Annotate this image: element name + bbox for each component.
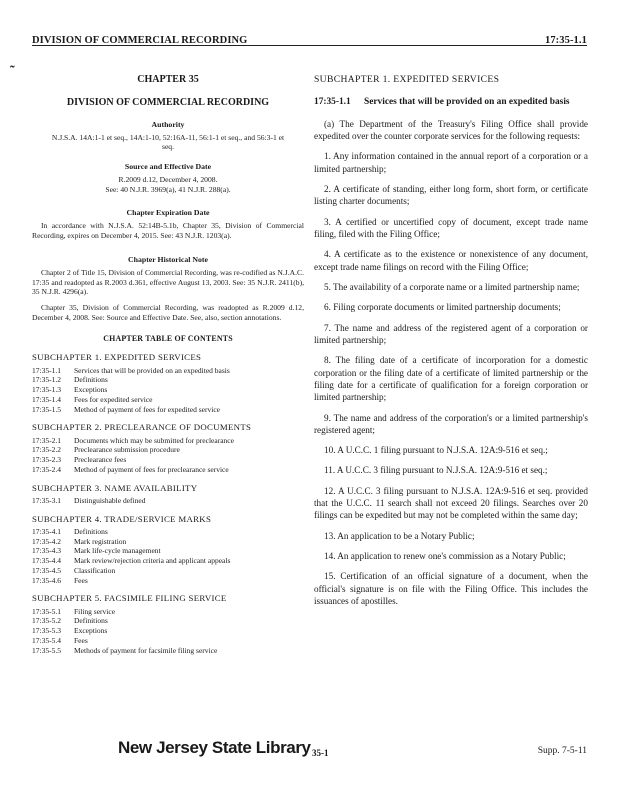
- toc-section-title: Classification: [74, 565, 116, 575]
- request-item: 9. The name and address of the corporation's or a limited partnership's registered agent;: [314, 412, 588, 435]
- toc-section-title: Exceptions: [74, 385, 108, 395]
- toc-row: [32, 445, 304, 455]
- toc-section-title: Fees: [74, 635, 88, 645]
- toc-subchapter-title: SUBCHAPTER 5. FACSIMILE FILING SERVICE: [32, 593, 227, 604]
- toc-section-title: Mark registration: [74, 536, 127, 546]
- history-paragraph-1: Chapter 2 of Title 15, Division of Commercial Recording, was re-codified as N.J.A.C. 17:35 and readopted as R.2003 d.361, effective August 13, 2003. See: 35 N.J.R. 2411(b), 35 N.J.R. 4296(a).: [32, 267, 304, 297]
- toc-row: [32, 636, 304, 646]
- toc-section-title: Fees for expedited service: [74, 394, 153, 404]
- supplement-date: Supp. 7-5-11: [537, 746, 587, 756]
- toc-section-number: 17:35-2.1: [32, 435, 61, 445]
- toc-section-number: 17:35-5.5: [32, 645, 61, 655]
- toc-section-number: 17:35-5.4: [32, 635, 61, 645]
- toc-section-title: Fees: [74, 575, 88, 585]
- toc-section-title: Method of payment of fees for expedited service: [74, 404, 220, 414]
- section-heading: [314, 97, 588, 109]
- running-head-section: 17:35-1.1: [544, 35, 587, 46]
- request-item: 5. The availability of a corporate name or a limited partnership name;: [324, 281, 580, 292]
- section-title: Services that will be provided on an expedited basis: [364, 96, 570, 107]
- toc-row: [32, 436, 304, 446]
- request-item: 8. The filing date of a certificate of incorporation for a domestic corporation or the filing date of a certificate of limited partnership or the filing date for a certificate of qualification for a foreign corporation or limited partnership;: [314, 355, 588, 403]
- toc-subchapter-title: SUBCHAPTER 1. EXPEDITED SERVICES: [32, 352, 202, 363]
- toc-row: [32, 405, 304, 415]
- request-item: 14. An application to renew one's commission as a Notary Public;: [324, 551, 566, 562]
- toc-section-title: Filing service: [74, 606, 116, 616]
- toc-section-number: 17:35-2.3: [32, 455, 61, 465]
- expiration-heading: Chapter Expiration Date: [126, 208, 210, 218]
- history-heading: Chapter Historical Note: [128, 254, 208, 264]
- toc-row: [32, 566, 304, 576]
- toc-row: [32, 546, 304, 556]
- toc-section-title: Services that will be provided on an expedited basis: [74, 365, 230, 375]
- authority-text: N.J.S.A. 14A:1-1 et seq., 14A:1-10, 52:16A-11, 56:1-1 et seq., and 56:3-1 et seq.: [51, 132, 285, 152]
- request-item: 1. Any information contained in the annual report of a corporation or a limited partnership;: [314, 151, 588, 174]
- toc-section-number: 17:35-4.1: [32, 526, 61, 536]
- toc-section-number: 17:35-2.2: [32, 445, 61, 455]
- table-of-contents: [32, 352, 304, 655]
- toc-row: [32, 375, 304, 385]
- toc-section-title: Method of payment of fees for preclearance service: [74, 464, 229, 474]
- toc-row: [32, 366, 304, 376]
- toc-section-number: 17:35-4.3: [32, 546, 61, 556]
- request-item: 10. A U.C.C. 1 filing pursuant to N.J.S.A. 12A:9-516 et seq.;: [324, 445, 548, 456]
- toc-section-number: 17:35-4.5: [32, 565, 61, 575]
- request-list: [314, 150, 588, 607]
- toc-row: [32, 527, 304, 537]
- request-item: 12. A U.C.C. 3 filing pursuant to N.J.S.A. 12A:9-516 et seq. provided that the U.C.C. 11 search shall not exceed 20 filings. Searches over 20 filings can be expedited but may not be completed within the same day;: [314, 485, 588, 521]
- toc-section-title: Definitions: [74, 616, 108, 626]
- request-item: 7. The name and address of the registered agent of a corporation or limited partnership;: [314, 322, 588, 345]
- toc-section-number: 17:35-1.1: [32, 365, 61, 375]
- expiration-text: In accordance with N.J.S.A. 52:14B-5.1b, Chapter 35, Division of Commercial Recording, expires on December 4, 2015. See: 43 N.J.R. 1203(a).: [32, 221, 304, 241]
- section-intro: (a) The Department of the Treasury's Filing Office shall provide expedited over the counter corporate services for the following requests:: [314, 118, 588, 141]
- toc-section-title: Preclearance fees: [74, 455, 127, 465]
- toc-row: [32, 496, 304, 506]
- library-stamp: New Jersey State Library: [118, 738, 311, 757]
- source-line-1: R.2009 d.12, December 4, 2008.: [118, 174, 218, 184]
- toc-section-number: 17:35-3.1: [32, 495, 61, 505]
- toc-row: [32, 465, 304, 475]
- toc-section-title: Definitions: [74, 375, 108, 385]
- history-paragraph-2: Chapter 35, Division of Commercial Recording, was readopted as R.2009 d.12, December 4, 2008. See: Source and Effective Date. See, also, section annotations.: [32, 302, 304, 322]
- subchapter-title: SUBCHAPTER 1. EXPEDITED SERVICES: [314, 74, 500, 85]
- toc-section-number: 17:35-1.3: [32, 385, 61, 395]
- toc-heading: CHAPTER TABLE OF CONTENTS: [103, 334, 233, 344]
- toc-section-title: Preclearance submission procedure: [74, 445, 180, 455]
- request-item: 15. Certification of an official signature of a document, when the official's signature is on file with the Filing Office. This includes the issuances of apostilles.: [314, 571, 588, 607]
- toc-row: [32, 607, 304, 617]
- toc-section-title: Distinguishable defined: [74, 495, 146, 505]
- page-number: 35-1: [312, 748, 329, 758]
- toc-section-title: Methods of payment for facsimile filing service: [74, 645, 218, 655]
- toc-section-number: 17:35-1.4: [32, 394, 61, 404]
- request-item: 3. A certified or uncertified copy of document, except trade name filing, filed with the Filing Office;: [314, 216, 588, 239]
- source-heading: Source and Effective Date: [124, 162, 212, 171]
- scan-artifact-mark: ˜: [10, 64, 15, 79]
- toc-subchapter-title: SUBCHAPTER 2. PRECLEARANCE OF DOCUMENTS: [32, 422, 252, 433]
- running-head-title: DIVISION OF COMMERCIAL RECORDING: [32, 35, 248, 46]
- toc-row: [32, 556, 304, 566]
- toc-section-title: Definitions: [74, 526, 108, 536]
- authority-heading: Authority: [151, 119, 185, 129]
- request-item: 13. An application to be a Notary Public;: [324, 530, 475, 541]
- header-rule: [32, 45, 587, 46]
- toc-section-number: 17:35-4.6: [32, 575, 61, 585]
- toc-section-title: Mark life-cycle management: [74, 546, 161, 556]
- division-title: DIVISION OF COMMERCIAL RECORDING: [66, 96, 270, 108]
- toc-row: [32, 537, 304, 547]
- source-line-2: See: 40 N.J.R. 3969(a), 41 N.J.R. 288(a).: [105, 184, 231, 194]
- toc-row: [32, 626, 304, 636]
- toc-section-title: Exceptions: [74, 626, 108, 636]
- request-item: 4. A certificate as to the existence or nonexistence of any document, except trade name filings on record with the Filing Office;: [314, 249, 588, 272]
- right-column: [314, 70, 588, 607]
- toc-row: [32, 616, 304, 626]
- toc-section-number: 17:35-5.3: [32, 626, 61, 636]
- chapter-title: CHAPTER 35: [137, 74, 199, 85]
- toc-row: [32, 576, 304, 586]
- toc-section-title: Documents which may be submitted for preclearance: [74, 435, 234, 445]
- left-column: [32, 70, 304, 655]
- toc-subchapter-title: SUBCHAPTER 3. NAME AVAILABILITY: [32, 482, 198, 493]
- running-head: [32, 22, 587, 46]
- toc-section-number: 17:35-2.4: [32, 464, 61, 474]
- toc-section-number: 17:35-5.2: [32, 616, 61, 626]
- toc-section-number: 17:35-5.1: [32, 606, 61, 616]
- toc-row: [32, 385, 304, 395]
- toc-section-number: 17:35-1.2: [32, 375, 61, 385]
- toc-row: [32, 395, 304, 405]
- toc-section-number: 17:35-4.4: [32, 556, 61, 566]
- section-number: 17:35-1.1: [314, 96, 351, 107]
- request-item: 2. A certificate of standing, either long form, short form, or certificate listing charter documents;: [314, 183, 588, 207]
- toc-section-number: 17:35-4.2: [32, 536, 61, 546]
- toc-subchapter-title: SUBCHAPTER 4. TRADE/SERVICE MARKS: [32, 513, 212, 524]
- toc-section-title: Mark review/rejection criteria and applicant appeals: [74, 556, 231, 566]
- request-item: 6. Filing corporate documents or limited partnership documents;: [324, 302, 561, 313]
- request-item: 11. A U.C.C. 3 filing pursuant to N.J.S.A. 12A:9-516 et seq.;: [324, 465, 548, 476]
- toc-row: [32, 455, 304, 465]
- toc-section-number: 17:35-1.5: [32, 404, 61, 414]
- toc-row: [32, 646, 304, 656]
